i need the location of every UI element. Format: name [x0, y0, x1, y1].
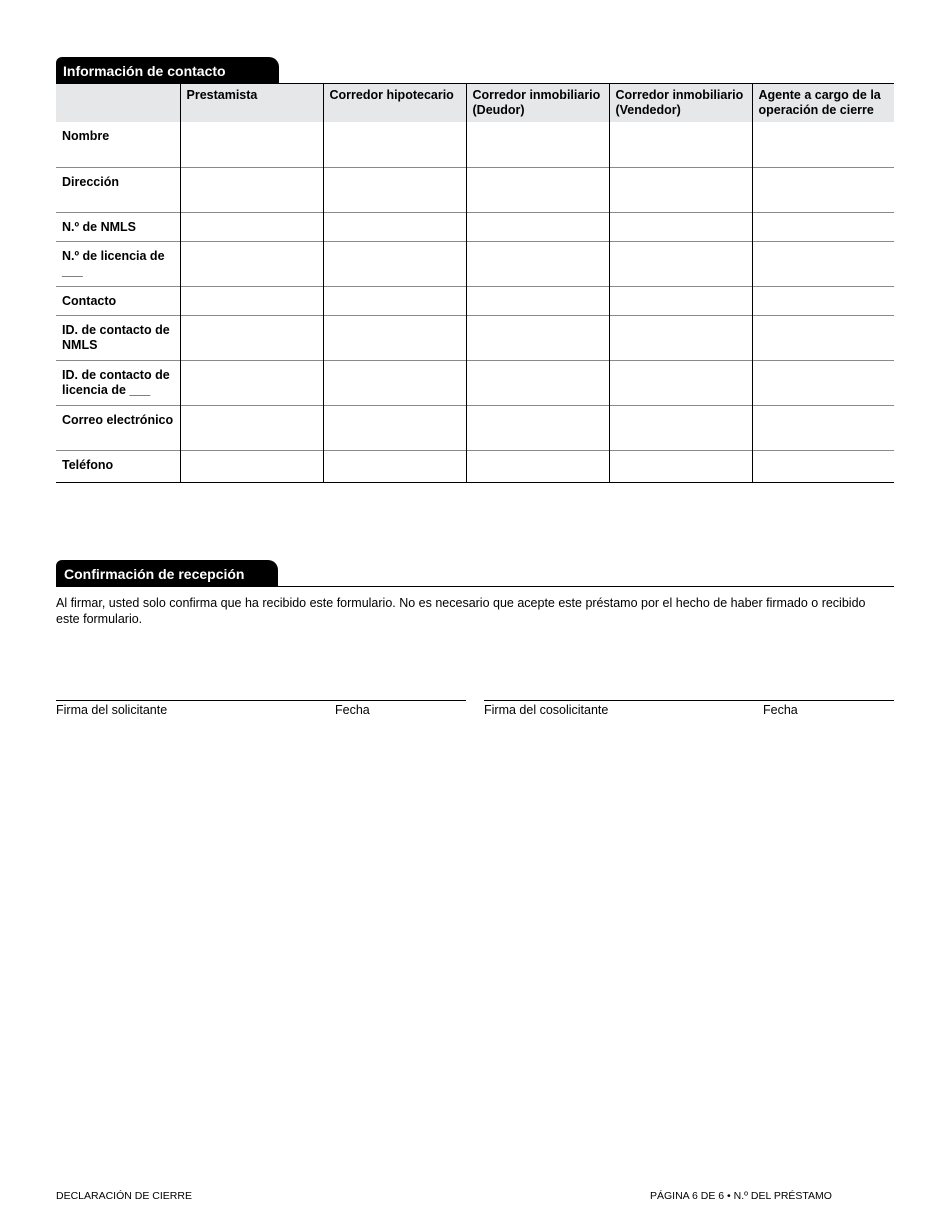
cell-input[interactable]: [180, 450, 323, 482]
cell-input[interactable]: [609, 450, 752, 482]
cell-input[interactable]: [466, 286, 609, 315]
row-label-license-number: N.º de licencia de ___: [56, 241, 180, 286]
contact-table-header-row: [56, 84, 894, 122]
cell-input[interactable]: [323, 315, 466, 360]
footer-page-number: PÁGINA 6 DE 6 • N.º DEL PRÉSTAMO: [650, 1190, 832, 1202]
table-row: [56, 212, 894, 241]
table-row: [56, 241, 894, 286]
cell-input[interactable]: [323, 450, 466, 482]
cell-input[interactable]: [323, 360, 466, 405]
coapplicant-date-label: Fecha: [763, 703, 798, 717]
header-settlement-agent: Agente a cargo de la operación de cierre: [752, 84, 894, 122]
header-mortgage-broker: Corredor hipotecario: [323, 84, 466, 122]
cell-input[interactable]: [323, 241, 466, 286]
cell-input[interactable]: [466, 122, 609, 167]
table-row: [56, 360, 894, 405]
row-label-name: Nombre: [62, 129, 110, 143]
cell-input[interactable]: [466, 450, 609, 482]
row-label-address: Dirección: [56, 167, 180, 212]
cell-input[interactable]: [180, 360, 323, 405]
applicant-signature-label: Firma del solicitante: [56, 703, 168, 717]
contact-table: [56, 84, 894, 483]
table-row: [56, 405, 894, 450]
cell-input[interactable]: [609, 315, 752, 360]
cell-input[interactable]: [609, 167, 752, 212]
table-row: [56, 286, 894, 315]
cell-input[interactable]: [323, 212, 466, 241]
cell-input[interactable]: [609, 122, 752, 167]
table-row: [56, 450, 894, 482]
cell-input[interactable]: [180, 212, 323, 241]
cell-input[interactable]: [752, 122, 894, 167]
cell-input[interactable]: [609, 405, 752, 450]
cell-input[interactable]: [466, 241, 609, 286]
cell-input[interactable]: [466, 167, 609, 212]
cell-input[interactable]: [752, 360, 894, 405]
row-label-contact-nmls-id: ID. de contacto de NMLS: [56, 315, 180, 360]
cell-input[interactable]: [752, 212, 894, 241]
cell-input[interactable]: [466, 405, 609, 450]
cell-input[interactable]: [466, 315, 609, 360]
cell-input[interactable]: [609, 360, 752, 405]
cell-input[interactable]: [323, 122, 466, 167]
footer-document-title: DECLARACIÓN DE CIERRE: [56, 1190, 192, 1202]
row-label-email: Correo electrónico: [56, 405, 180, 450]
cell-input[interactable]: [752, 450, 894, 482]
coapplicant-signature-label: Firma del cosolicitante: [484, 703, 609, 717]
header-real-estate-broker-seller: Corredor inmobiliario (Vendedor): [609, 84, 752, 122]
applicant-date-label: Fecha: [335, 703, 370, 717]
cell-input[interactable]: [180, 405, 323, 450]
cell-input[interactable]: [323, 286, 466, 315]
header-corner: [56, 84, 180, 122]
cell-input[interactable]: [752, 405, 894, 450]
cell-input[interactable]: [180, 167, 323, 212]
cell-input[interactable]: [752, 241, 894, 286]
cell-input[interactable]: [180, 241, 323, 286]
cell-input[interactable]: [180, 122, 323, 167]
cell-input[interactable]: [752, 286, 894, 315]
confirmation-section-divider: [56, 586, 894, 587]
cell-input[interactable]: [752, 167, 894, 212]
coapplicant-signature-line[interactable]: [484, 700, 894, 701]
header-lender: Prestamista: [180, 84, 323, 122]
cell-input[interactable]: [609, 286, 752, 315]
cell-input[interactable]: [466, 212, 609, 241]
row-label-contact-license-id: ID. de contacto de licencia de ___: [56, 360, 180, 405]
applicant-signature-line[interactable]: [56, 700, 466, 701]
row-label-nmls-number: N.º de NMLS: [56, 212, 180, 241]
cell-input[interactable]: [180, 315, 323, 360]
cell-input[interactable]: [323, 405, 466, 450]
contact-section-title: Información de contacto: [56, 57, 279, 84]
cell-input[interactable]: [609, 241, 752, 286]
cell-input[interactable]: [180, 286, 323, 315]
cell-input[interactable]: [752, 315, 894, 360]
confirmation-section-title: Confirmación de recepción: [56, 560, 278, 587]
table-row: [56, 167, 894, 212]
table-row: [56, 315, 894, 360]
table-row: [56, 122, 894, 167]
header-real-estate-broker-buyer: Corredor inmobiliario (Deudor): [466, 84, 609, 122]
cell-input[interactable]: [609, 212, 752, 241]
cell-input[interactable]: [466, 360, 609, 405]
confirmation-text: Al firmar, usted solo confirma que ha recibido este formulario. No es necesario que acepte este préstamo por el hecho de haber firmado o recibido este formulario.: [56, 596, 866, 626]
row-label-contact: Contacto: [56, 286, 180, 315]
row-label-phone: Teléfono: [56, 450, 180, 482]
cell-input[interactable]: [323, 167, 466, 212]
